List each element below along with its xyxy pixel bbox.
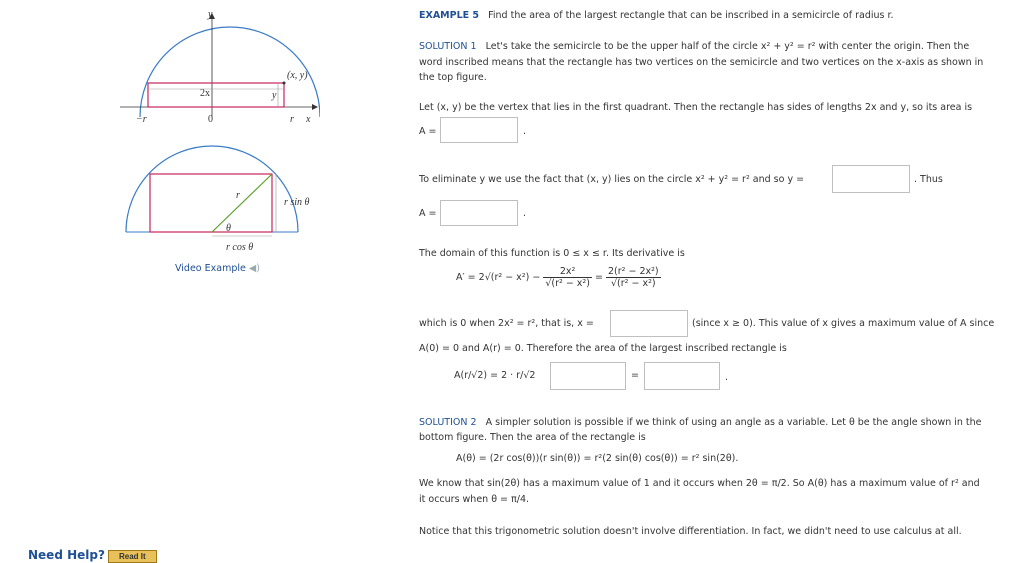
max-area-input-1[interactable] [550,362,626,390]
radius-label: r [236,190,240,201]
solution1-intro-b: word inscribed means that the rectangle has two vertices on the semicircle and two vertices on the x-axis as shown in [419,57,984,68]
need-help-label: Need Help? [28,548,105,562]
critical-x-input[interactable] [610,310,688,337]
fraction-2-denominator: √(r² − x²) [611,278,656,289]
example-label: EXAMPLE 5 [419,10,480,21]
r-sin-label: r sin θ [284,197,310,208]
thus-text: . Thus [914,174,943,185]
inscribed-rectangle [148,83,284,107]
speaker-icon: ◀) [248,263,260,274]
radius-line [212,174,272,232]
derivative-fraction-1 [543,266,592,289]
since-text: (since x ≥ 0). This value of x gives a maximum value of A since [692,318,995,329]
derivative-fraction-2 [606,266,661,289]
area-input[interactable] [440,117,518,143]
period-2: . [523,208,527,219]
y-side-label: y [272,90,277,101]
fraction-1-numerator: 2x² [543,266,592,278]
inscribed-rectangle-bottom [150,174,272,232]
solution1-intro-a [419,41,969,52]
max-area-input-2[interactable] [644,362,720,390]
theta-label: θ [226,223,231,234]
vertex-point [283,82,286,85]
semicircle-figure-bottom [120,140,300,255]
endpoint-text: A(0) = 0 and A(r) = 0. Therefore the area of the largest inscribed rectangle is [419,343,787,354]
derivative-lhs: A′ = 2√(r² − x²) − [456,272,541,283]
solution2-label: SOLUTION 2 [419,417,477,428]
read-it-button[interactable]: Read It [108,550,157,563]
x-axis-label: x [306,114,311,125]
area-eq-label-2: A = [419,208,437,219]
period-1: . [523,126,527,137]
fraction-1-denominator: √(r² − x²) [545,278,590,289]
x-axis-arrow [312,104,318,110]
period-3: . [725,372,729,383]
r-cos-label: r cos θ [226,242,254,253]
derivative-equals: = [594,272,603,283]
example-heading [419,10,894,21]
solution2-intro-a [419,417,982,428]
eliminate-text: To eliminate y we use the fact that (x, y) lies on the circle x² + y² = r² and so y = [419,174,805,185]
solution2-intro-b: bottom figure. Then the area of the rectangle is [419,432,646,443]
max-area-expression: A(r/√2) = 2 · r/√2 [454,370,536,381]
zero-text: which is 0 when 2x² = r², that is, x = [419,318,594,329]
solution2-formula: A(θ) = (2r cos(θ))(r sin(θ)) = r²(2 sin(θ) cos(θ)) = r² sin(2θ). [456,453,739,464]
r-label: r [290,114,294,125]
max-area-equals: = [631,370,639,381]
vertex-label: (x, y) [287,70,308,81]
vertex-text: Let (x, y) be the vertex that lies in the first quadrant. Then the rectangle has sides of lengths 2x and y, so its area is [419,102,973,113]
example-prompt: Find the area of the largest rectangle that can be inscribed in a semicircle of radius r. [488,10,894,21]
video-example-label: Video Example [175,263,246,274]
notice-text: Notice that this trigonometric solution doesn't involve differentiation. In fact, we didn't need to use calculus at all. [419,526,962,537]
domain-text: The domain of this function is 0 ≤ x ≤ r. Its derivative is [419,248,685,259]
solution1-label: SOLUTION 1 [419,41,477,52]
y-input[interactable] [832,165,910,193]
area-eq-label: A = [419,126,437,137]
solution1-intro-a-text: Let's take the semicircle to be the upper half of the circle x² + y² = r² with center the origin. Then the [485,41,970,52]
y-axis-label: y [208,9,213,20]
area-function-input[interactable] [440,200,518,226]
neg-r-label: −r [136,114,147,125]
origin-label: 0 [208,114,213,125]
video-example-link[interactable] [175,263,260,274]
derivative-expression [456,266,661,289]
solution2-intro-a-text: A simpler solution is possible if we think of using an angle as a variable. Let θ be the angle shown in the [485,417,982,428]
fraction-2-numerator: 2(r² − 2x²) [607,266,659,277]
solution2-max-b: it occurs when θ = π/4. [419,494,530,505]
solution1-intro-c: the top figure. [419,72,487,83]
two-x-label: 2x [200,88,210,99]
solution2-max-a: We know that sin(2θ) has a maximum value of 1 and it occurs when 2θ = π/2. So A(θ) has a maximum value of r² and [419,478,980,489]
